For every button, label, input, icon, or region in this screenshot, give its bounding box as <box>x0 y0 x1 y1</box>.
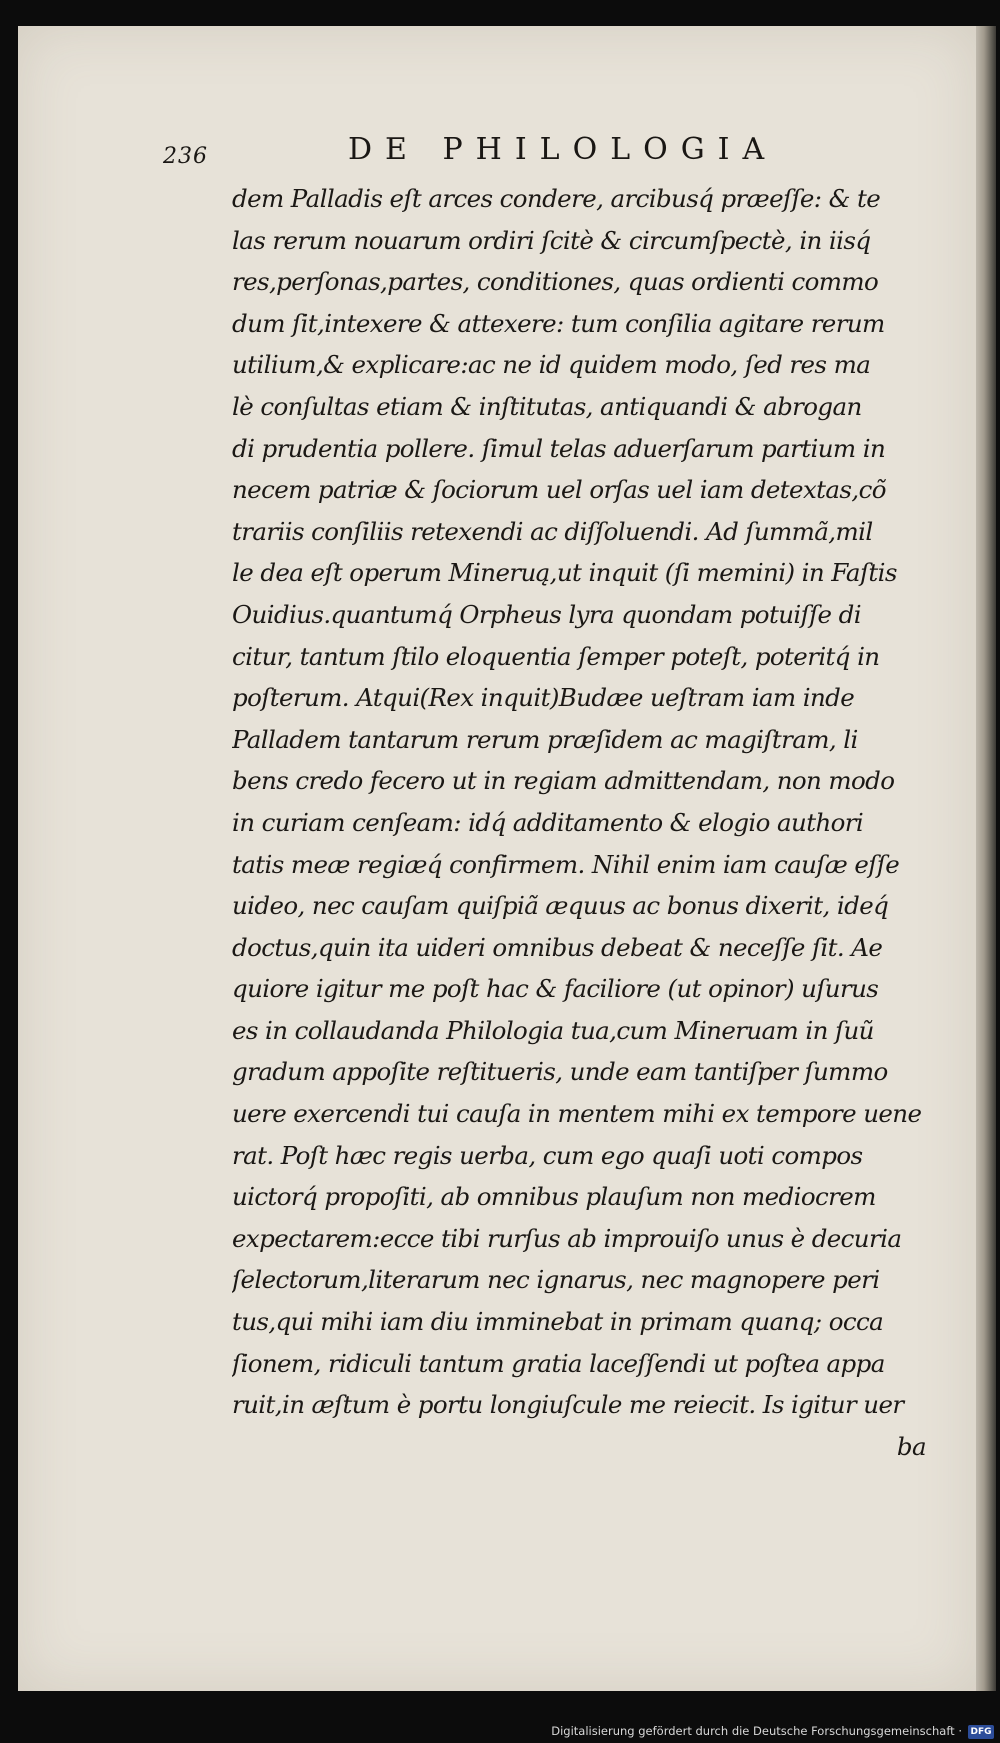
text-line: ſionem, ridiculi tantum gratia laceſſendi ut poſtea appa <box>232 1348 885 1378</box>
running-head: DE PHILOLOGIA <box>348 132 778 167</box>
text-line: uere exercendi tui cauſa in mentem mihi ex tempore uene <box>232 1099 922 1129</box>
page-edge <box>976 26 996 1691</box>
page-header <box>148 128 938 168</box>
text-line: tus,qui mihi iam diu imminebat in primam quanq; occa <box>232 1307 884 1337</box>
text-line: trariis conſiliis retexendi ac diſſoluendi. Ad ſummã,mil <box>232 516 873 546</box>
text-line: Palladem tantarum rerum præſidem ac magiſtram, li <box>232 724 858 754</box>
text-line: poſterum. Atqui(Rex inquit)Budæe ueſtram iam inde <box>232 683 855 713</box>
body-text <box>232 178 932 1467</box>
text-line: di prudentia pollere. ſimul telas aduerſarum partium in <box>232 433 886 463</box>
text-line: doctus,quin ita uideri omnibus debeat & neceſſe ſit. Ae <box>232 932 883 962</box>
text-line: uictorq́ propoſiti, ab omnibus plauſum non mediocrem <box>232 1182 876 1212</box>
text-line: uideo, nec cauſam quiſpiã æquus ac bonus dixerit, ideq́ <box>232 891 889 921</box>
text-line: necem patriæ & ſociorum uel orſas uel iam detextas,cõ <box>232 475 886 505</box>
text-line: res,perſonas,partes, conditiones, quas ordienti commo <box>232 267 879 297</box>
text-line: rat. Poſt hæc regis uerba, cum ego quaſi uoti compos <box>232 1140 863 1170</box>
text-line: dum ſit,intexere & attexere: tum conſilia agitare rerum <box>232 308 885 338</box>
text-line: in curiam cenſeam: idq́ additamento & elogio authori <box>232 807 864 837</box>
text-line: dem Palladis eſt arces condere, arcibusq́ præeſſe: & te <box>232 184 881 213</box>
text-line: es in collaudanda Philologia tua,cum Mineruam in ſuũ <box>232 1015 874 1045</box>
text-line: ſelectorum,literarum nec ignarus, nec magnopere peri <box>232 1265 880 1295</box>
catchword: ba <box>896 1431 926 1461</box>
text-line: Ouidius.quantumq́ Orpheus lyra quondam potuiſſe di <box>232 599 861 629</box>
text-line: quiore igitur me poſt hac & faciliore (ut opinor) uſurus <box>232 974 879 1004</box>
text-line: citur, tantum ſtilo eloquentia ſemper poteſt, poteritq́ in <box>232 641 880 671</box>
text-line: expectarem:ecce tibi rurſus ab improuiſo unus è decuria <box>232 1223 902 1253</box>
text-line: le dea eſt operum Mineruą,ut inquit (ſi memini) in Faſtis <box>232 558 897 588</box>
text-line: gradum appoſite reſtitueris, unde eam tantiſper ſummo <box>232 1057 888 1087</box>
funding-notice: Digitalisierung gefördert durch die Deutsche Forschungsgemeinschaft · <box>551 1724 962 1738</box>
footer-bar <box>0 1721 1000 1743</box>
text-line: tatis meæ regiæq́ confirmem. Nihil enim iam cauſæ eſſe <box>232 849 900 879</box>
text-line: bens credo fecero ut in regiam admittendam, non modo <box>232 766 895 796</box>
text-line: las rerum nouarum ordiri ſcitè & circumſpectè, in iisq́ <box>232 225 871 255</box>
page-number: 236 <box>163 144 208 169</box>
text-line: lè conſultas etiam & inſtitutas, antiquandi & abrogan <box>232 391 862 421</box>
text-line: ruit,in æſtum è portu longiuſcule me reiecit. Is igitur uer <box>232 1390 904 1420</box>
text-line: utilium,& explicare:ac ne id quidem modo, ſed res ma <box>232 350 871 380</box>
dfg-logo-icon: DFG <box>968 1725 994 1739</box>
